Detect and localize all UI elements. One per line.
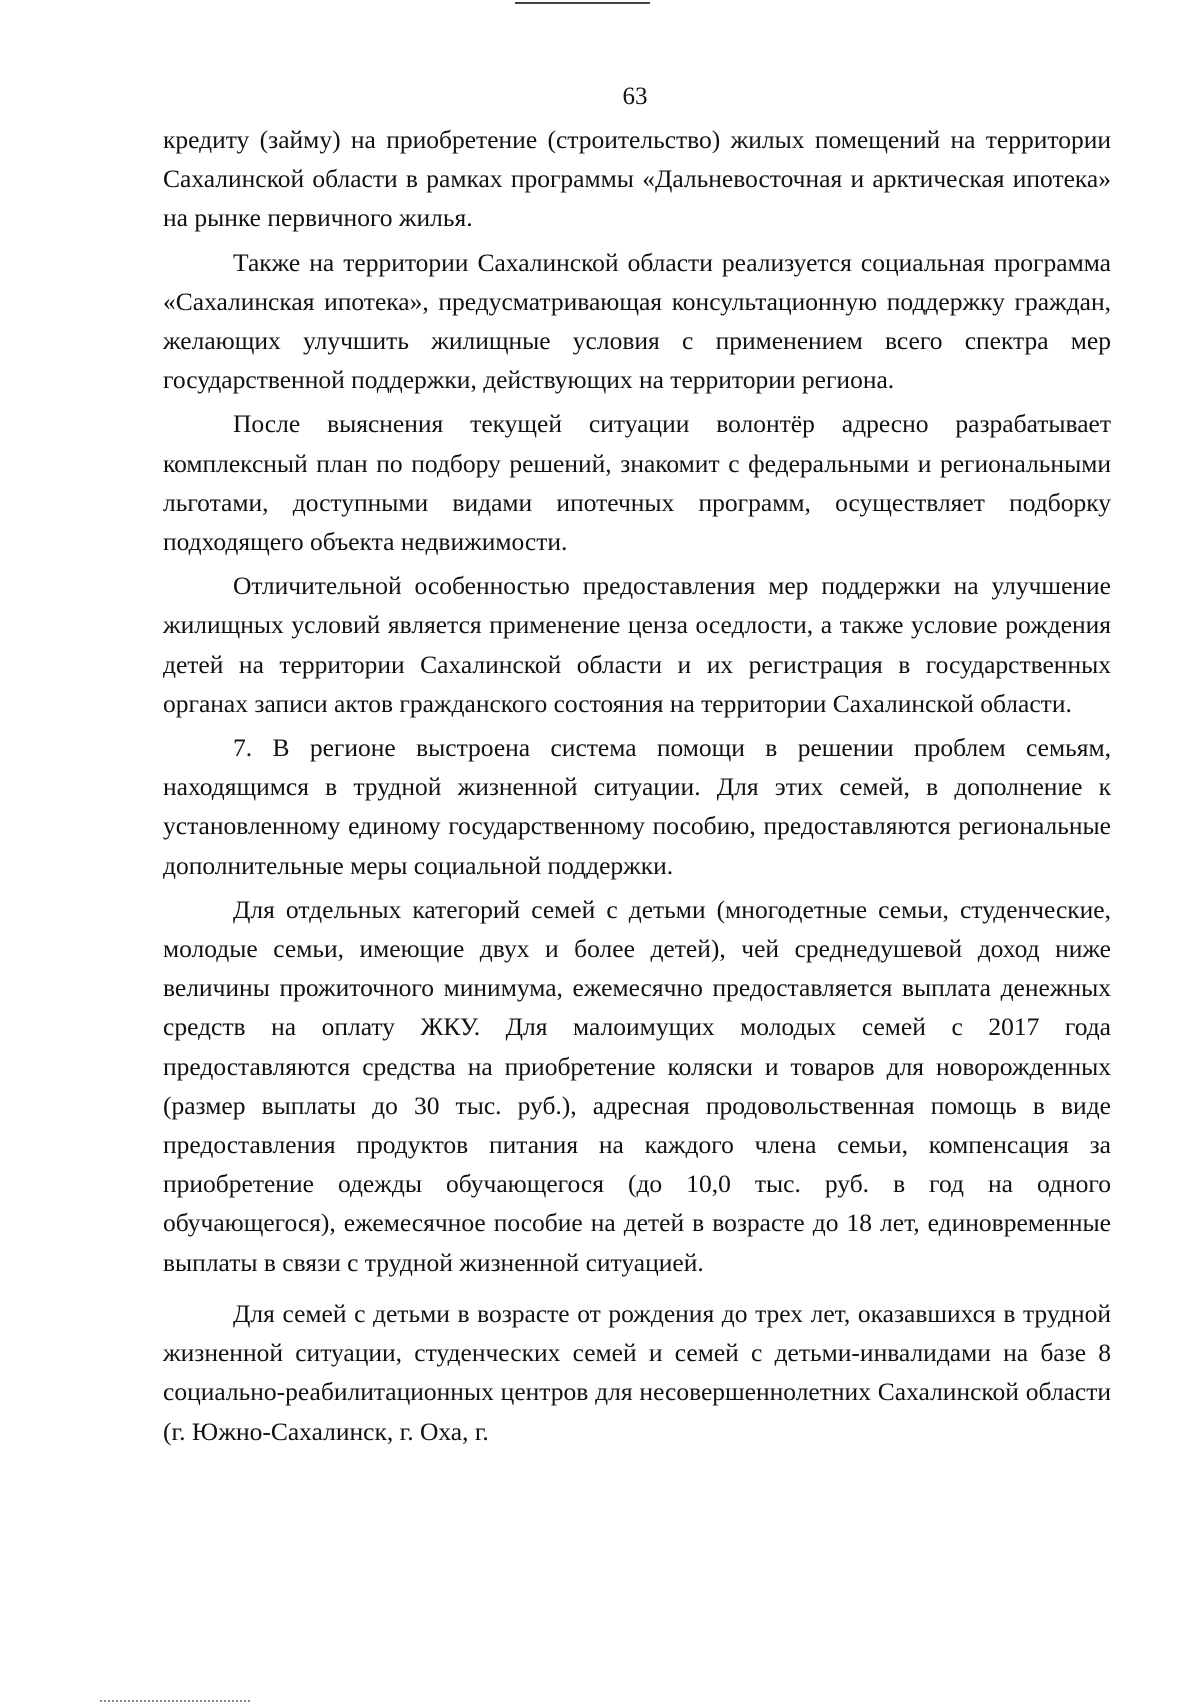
paragraph-5: 7. В регионе выстроена система помощи в решении проблем семьям, находящимся в трудной жизненной ситуации. Для этих семей, в дополнение к установленному единому государственному пособию, предоставляются региональные дополнительные меры социальной поддержки. — [163, 733, 1111, 880]
paragraph-4: Отличительной особенностью предоставления мер поддержки на улучшение жилищных условий является применение ценза оседлости, а также условие рождения детей на территории Сахалинской области и их регистрация в государственных органах записи актов гражданского состояния на территории Сахалинской области. — [163, 571, 1111, 718]
paragraph-6: Для отдельных категорий семей с детьми (многодетные семьи, студенческие, молодые семьи, имеющие двух и более детей), чей среднедушевой доход ниже величины прожиточного минимума, ежемесячно предоставляется выплата денежных средств на оплату ЖКУ. Для малоимущих молодых семей с 2017 года предоставляются средства на приобретение коляски и товаров для новорожденных (размер выплаты до 30 тыс. руб.), адресная продовольственная помощь в виде предоставления продуктов питания на каждого члена семьи, компенсация за приобретение одежды обучающегося (до 10,0 тыс. руб. в год на одного обучающегося), ежемесячное пособие на детей в возрасте до 18 лет, единовременные выплаты в связи с трудной жизненной ситуацией. — [163, 894, 1111, 1277]
document-body — [163, 120, 1111, 1451]
paragraph-2: Также на территории Сахалинской области реализуется социальная программа «Сахалинская ипотека», предусматривающая консультационную поддержку граждан, желающих улучшить жилищные условия с применением всего спектра мер государственной поддержки, действующих на территории региона. — [163, 247, 1111, 395]
top-edge-rule — [515, 2, 650, 4]
page-number: 63 — [622, 83, 648, 110]
paragraph-3: После выяснения текущей ситуации волонтёр адресно разрабатывает комплексный план по подбору решений, знакомит с федеральными и региональными льготами, доступными видами ипотечных программ, осуществляет подборку подходящего объекта недвижимости. — [163, 409, 1111, 557]
bottom-edge-rule — [100, 1700, 250, 1703]
paragraph-1: кредиту (займу) на приобретение (строительство) жилых помещений на территории Сахалинской области в рамках программы «Дальневосточная и арктическая ипотека» на рынке первичного жилья. — [163, 125, 1111, 233]
paragraph-7: Для семей с детьми в возрасте от рождения до трех лет, оказавшихся в трудной жизненной ситуации, студенческих семей и семей с детьми-инвалидами на базе 8 социально-реабилитационных центров для несовершеннолетних Сахалинской области (г. Южно-Сахалинск, г. Оха, г. — [163, 1298, 1111, 1446]
